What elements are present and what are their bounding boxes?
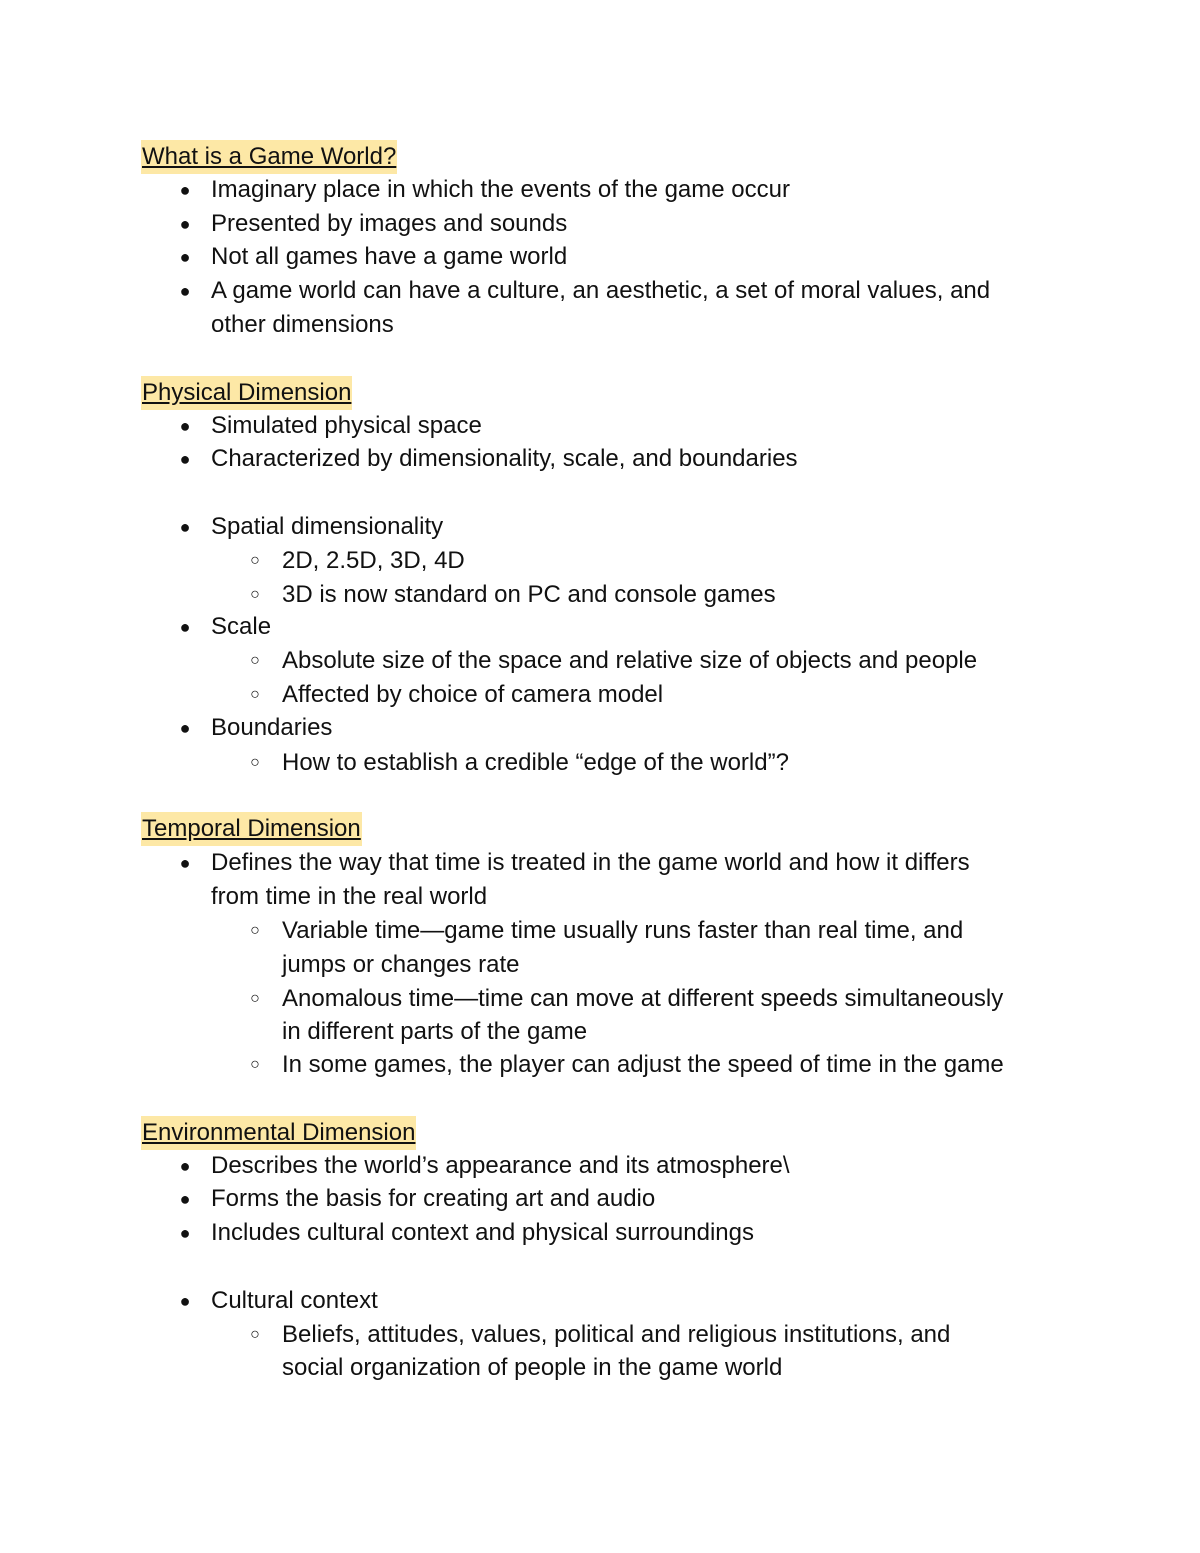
sub-list-item-continuation: jumps or changes rate bbox=[282, 951, 520, 978]
list-item-continuation: from time in the real world bbox=[211, 883, 488, 910]
list-item: Includes cultural context and physical surroundings bbox=[211, 1219, 754, 1246]
list-item: Presented by images and sounds bbox=[211, 210, 568, 237]
sub-list-item: 3D is now standard on PC and console games bbox=[282, 581, 776, 608]
bullet-icon: ● bbox=[179, 449, 191, 469]
sub-list-item-continuation: social organization of people in the game world bbox=[282, 1354, 783, 1381]
sub-bullet-icon: ○ bbox=[250, 586, 260, 603]
sub-list-item: How to establish a credible “edge of the world”? bbox=[282, 749, 789, 776]
list-item: Not all games have a game world bbox=[211, 243, 568, 270]
sub-list-item: Beliefs, attitudes, values, political and religious institutions, and bbox=[282, 1321, 951, 1348]
sub-list-item: Variable time—game time usually runs faster than real time, and bbox=[282, 917, 964, 944]
sub-bullet-icon: ○ bbox=[250, 754, 260, 771]
list-item: Scale bbox=[211, 613, 272, 640]
list-item: Imaginary place in which the events of the game occur bbox=[211, 176, 790, 203]
list-item: Defines the way that time is treated in the game world and how it differs bbox=[211, 849, 970, 876]
list-item: Forms the basis for creating art and audio bbox=[211, 1185, 656, 1212]
list-item: Characterized by dimensionality, scale, and boundaries bbox=[211, 445, 798, 472]
bullet-icon: ● bbox=[179, 617, 191, 637]
sub-bullet-icon: ○ bbox=[250, 1056, 260, 1073]
bullet-icon: ● bbox=[179, 517, 191, 537]
bullet-icon: ● bbox=[179, 718, 191, 738]
bullet-icon: ● bbox=[179, 1156, 191, 1176]
sub-list-item: In some games, the player can adjust the speed of time in the game bbox=[282, 1051, 1004, 1078]
bullet-icon: ● bbox=[179, 416, 191, 436]
list-item: Simulated physical space bbox=[211, 412, 482, 439]
sub-list-item: Absolute size of the space and relative size of objects and people bbox=[282, 647, 978, 674]
sub-bullet-icon: ○ bbox=[250, 552, 260, 569]
sub-bullet-icon: ○ bbox=[250, 990, 260, 1007]
bullet-icon: ● bbox=[179, 1223, 191, 1243]
bullet-icon: ● bbox=[179, 214, 191, 234]
section-heading-environmental: Environmental Dimension bbox=[141, 1116, 416, 1150]
bullet-icon: ● bbox=[179, 853, 191, 873]
list-item: Spatial dimensionality bbox=[211, 513, 444, 540]
sub-bullet-icon: ○ bbox=[250, 652, 260, 669]
sub-list-item: Anomalous time—time can move at different speeds simultaneously bbox=[282, 985, 1004, 1012]
bullet-icon: ● bbox=[179, 180, 191, 200]
sub-bullet-icon: ○ bbox=[250, 686, 260, 703]
sub-list-item: 2D, 2.5D, 3D, 4D bbox=[282, 547, 465, 574]
list-item-continuation: other dimensions bbox=[211, 311, 394, 338]
bullet-icon: ● bbox=[179, 247, 191, 267]
list-item: Boundaries bbox=[211, 714, 333, 741]
section-heading-game-world: What is a Game World? bbox=[141, 140, 397, 174]
bullet-icon: ● bbox=[179, 1189, 191, 1209]
bullet-icon: ● bbox=[179, 281, 191, 301]
sub-list-item-continuation: in different parts of the game bbox=[282, 1018, 588, 1045]
list-item: Cultural context bbox=[211, 1287, 378, 1314]
list-item: A game world can have a culture, an aesthetic, a set of moral values, and bbox=[211, 277, 991, 304]
section-heading-temporal: Temporal Dimension bbox=[141, 812, 362, 846]
sub-bullet-icon: ○ bbox=[250, 1326, 260, 1343]
sub-list-item: Affected by choice of camera model bbox=[282, 681, 664, 708]
section-heading-physical: Physical Dimension bbox=[141, 376, 352, 410]
list-item: Describes the world’s appearance and its atmosphere\ bbox=[211, 1152, 790, 1179]
sub-bullet-icon: ○ bbox=[250, 922, 260, 939]
bullet-icon: ● bbox=[179, 1291, 191, 1311]
